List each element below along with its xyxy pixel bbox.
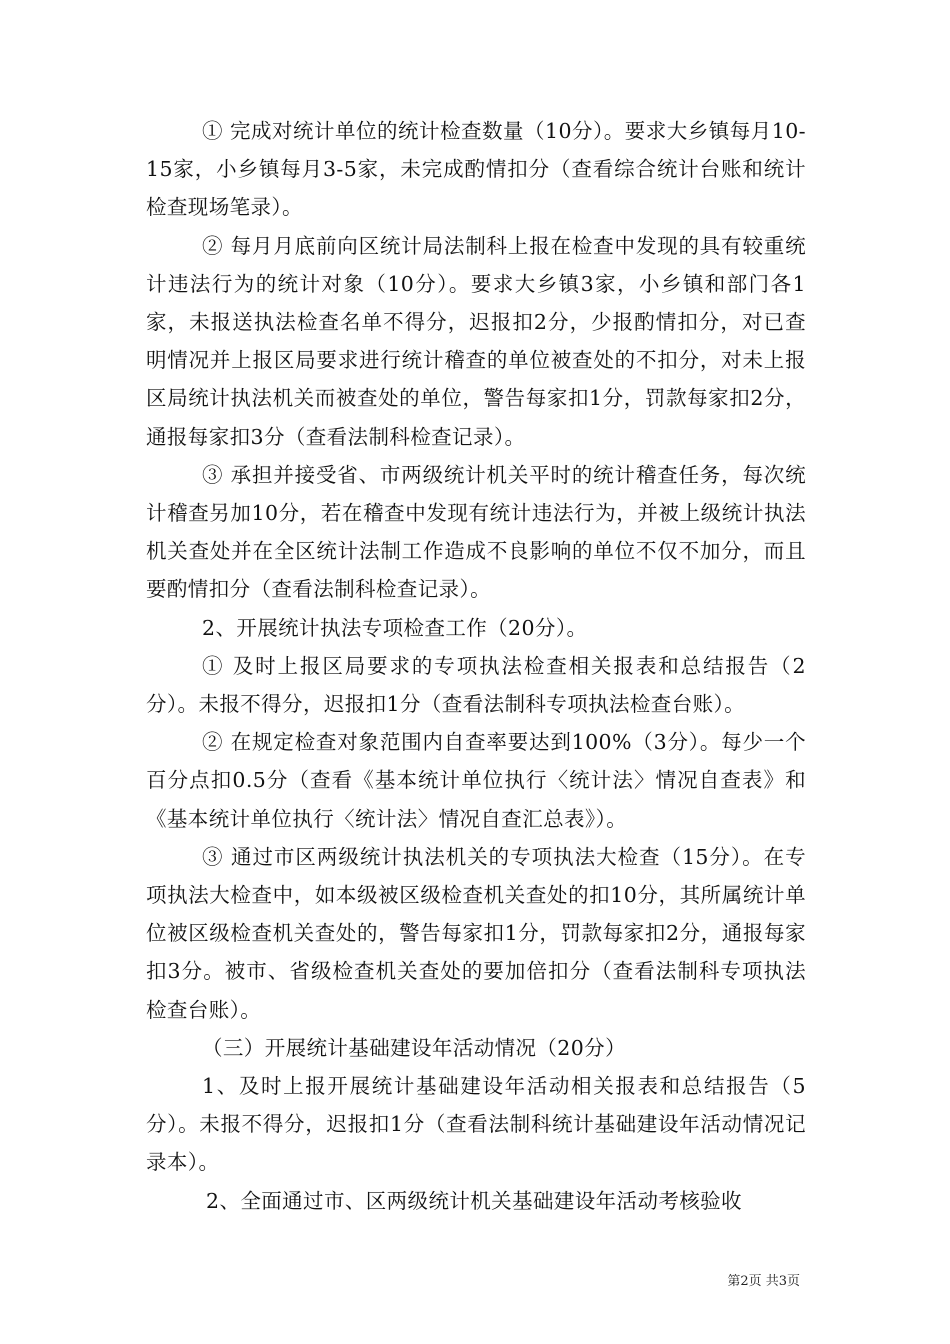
paragraph-foundation-report: 1、及时上报开展统计基础建设年活动相关报表和总结报告（5分）。未报不得分，迟报扣1分（查看法制科统计基础建设年活动情况记录本）。 — [146, 1074, 806, 1175]
paragraph-check-count: ① 完成对统计单位的统计检查数量（10分）。要求大乡镇每月10-15家，小乡镇每月3-5家，未完成酌情扣分（查看综合统计台账和统计检查现场笔录）。 — [146, 119, 806, 220]
section-heading-foundation-year: （三）开展统计基础建设年活动情况（20分） — [202, 1035, 626, 1060]
paragraph-monthly-report: ② 每月月底前向区统计局法制科上报在检查中发现的具有较重统计违法行为的统计对象（10分）。要求大乡镇3家，小乡镇和部门各1家，未报送执法检查名单不得分，迟报扣2分，少报酌情扣分，对已查明情况并上报区局要求进行统计稽查的单位被查处的不扣分，对未上报区局统计执法机关而被查处的单位，警告每家扣1分，罚款每家扣2分，通报每家扣3分（查看法制科检查记录）。 — [146, 233, 806, 449]
paragraph-timely-report: ① 及时上报区局要求的专项执法检查相关报表和总结报告（2分）。未报不得分，迟报扣1分（查看法制科专项执法检查台账）。 — [146, 653, 806, 717]
page-number: 第2页 共3页 — [727, 1274, 800, 1289]
paragraph-pass-inspection: ③ 通过市区两级统计执法机关的专项执法大检查（15分）。在专项执法大检查中，如本级被区级检查机关查处的扣10分，其所属统计单位被区级检查机关查处的，警告每家扣1分，罚款每家扣2分，通报每家扣3分。被市、省级检查机关查处的要加倍扣分（查看法制科专项执法检查台账）。 — [146, 844, 806, 1022]
paragraph-full-acceptance: 2、全面通过市、区两级统计机关基础建设年活动考核验收 — [206, 1188, 742, 1213]
paragraph-special-inspection-heading: 2、开展统计执法专项检查工作（20分）。 — [202, 615, 588, 640]
document-body — [146, 112, 806, 1220]
paragraph-inspection-task: ③ 承担并接受省、市两级统计机关平时的统计稽查任务，每次统计稽查另加10分，若在稽查中发现有统计违法行为，并被上级统计执法机关查处并在全区统计法制工作造成不良影响的单位不仅不加分，而且要酌情扣分（查看法制科检查记录）。 — [146, 462, 806, 602]
paragraph-self-check-rate: ② 在规定检查对象范围内自查率要达到100%（3分）。每少一个百分点扣0.5分（查看《基本统计单位执行〈统计法〉情况自查表》和《基本统计单位执行〈统计法〉情况自查汇总表》）。 — [146, 730, 806, 831]
